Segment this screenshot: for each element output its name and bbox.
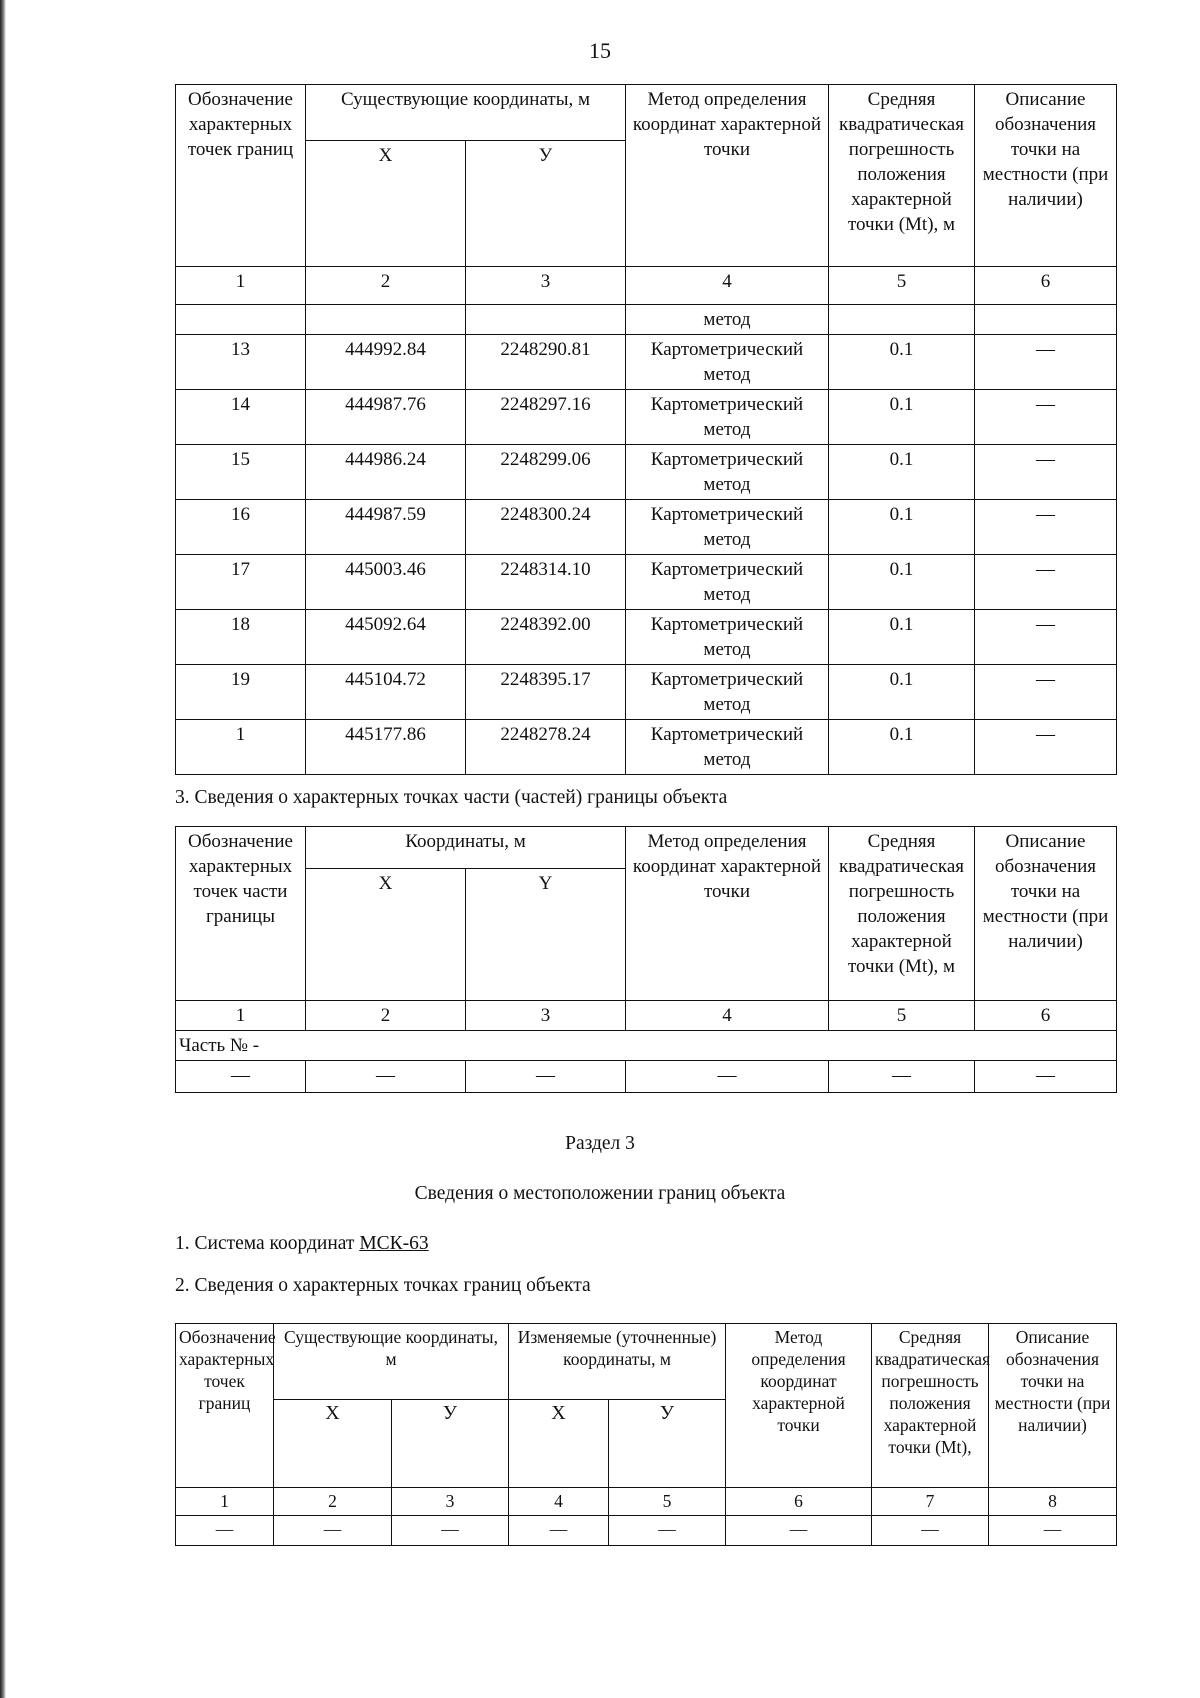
empty-cell: — <box>306 1061 466 1093</box>
continuation-cell <box>466 305 626 335</box>
section-subheading: Сведения о местоположении границ объекта <box>414 1183 786 1204</box>
header-coords: Координаты, м <box>306 827 626 869</box>
point-x: 444992.84 <box>306 335 466 390</box>
col-number-1: 1 <box>176 1488 274 1516</box>
point-x: 445092.64 <box>306 610 466 665</box>
table-row <box>176 335 1117 390</box>
empty-cell: — <box>392 1516 509 1546</box>
header-y-existing: У <box>392 1400 509 1488</box>
point-x: 444987.76 <box>306 390 466 445</box>
point-mt: 0.1 <box>829 500 975 555</box>
col-number-5: 5 <box>829 267 975 305</box>
coordinate-system-value: МСК-63 <box>359 1233 429 1254</box>
section-3-title: 3. Сведения о характерных точках части (частей) границы объекта <box>175 787 728 808</box>
col-number-3: 3 <box>466 1001 626 1031</box>
point-mt: 0.1 <box>829 720 975 775</box>
coordinate-system-label: 1. Система координат <box>175 1233 355 1254</box>
empty-cell: — <box>176 1061 306 1093</box>
point-x: 445177.86 <box>306 720 466 775</box>
col-number-5: 5 <box>609 1488 726 1516</box>
point-mt: 0.1 <box>829 555 975 610</box>
point-number: 1 <box>176 720 306 775</box>
header-y-changed: У <box>609 1400 726 1488</box>
header-method: Метод определения координат характерной точки <box>626 85 829 267</box>
header-designation: Обозначение характерных точек границ <box>176 85 306 267</box>
table-row <box>176 555 1117 610</box>
col-number-2: 2 <box>306 1001 466 1031</box>
header-designation: Обозначение характерных точек границ <box>176 1324 274 1488</box>
header-method: Метод определения координат характерной точки <box>626 827 829 1001</box>
header-existing-coords: Существующие координаты, м <box>274 1324 509 1400</box>
empty-cell: — <box>466 1061 626 1093</box>
header-x-changed: Х <box>509 1400 609 1488</box>
continuation-cell <box>306 305 466 335</box>
header-x: Х <box>306 869 466 1001</box>
empty-cell: — <box>829 1061 975 1093</box>
point-y: 2248297.16 <box>466 390 626 445</box>
point-description: — <box>975 665 1117 720</box>
point-x: 445104.72 <box>306 665 466 720</box>
col-number-2: 2 <box>306 267 466 305</box>
col-number-5: 5 <box>829 1001 975 1031</box>
point-method: Картометрический метод <box>626 720 829 775</box>
point-description: — <box>975 390 1117 445</box>
point-number: 16 <box>176 500 306 555</box>
col-number-6: 6 <box>975 267 1117 305</box>
section-heading: Раздел 3 <box>565 1133 635 1154</box>
header-description: Описание обозначения точки на местности (при наличии) <box>975 85 1117 267</box>
point-mt: 0.1 <box>829 445 975 500</box>
continuation-method: метод <box>626 305 829 335</box>
point-method: Картометрический метод <box>626 500 829 555</box>
empty-cell: — <box>872 1516 989 1546</box>
table-row <box>176 1061 1117 1093</box>
point-description: — <box>975 555 1117 610</box>
point-description: — <box>975 445 1117 500</box>
point-y: 2248300.24 <box>466 500 626 555</box>
empty-cell: — <box>726 1516 872 1546</box>
col-number-1: 1 <box>176 1001 306 1031</box>
header-existing-coords: Существующие координаты, м <box>306 85 626 141</box>
col-number-6: 6 <box>975 1001 1117 1031</box>
col-number-2: 2 <box>274 1488 392 1516</box>
col-number-6: 6 <box>726 1488 872 1516</box>
empty-cell: — <box>989 1516 1117 1546</box>
table-row <box>176 390 1117 445</box>
table-row <box>176 665 1117 720</box>
point-method: Картометрический метод <box>626 445 829 500</box>
point-y: 2248395.17 <box>466 665 626 720</box>
point-method: Картометрический метод <box>626 390 829 445</box>
continuation-cell <box>975 305 1117 335</box>
point-number: 15 <box>176 445 306 500</box>
header-y: Y <box>466 869 626 1001</box>
point-number: 18 <box>176 610 306 665</box>
part-label: Часть № - <box>176 1031 1117 1061</box>
table-row <box>176 720 1117 775</box>
point-method: Картометрический метод <box>626 555 829 610</box>
header-mean-error: Средняя квадратическая погрешность положения характерной точки (Mt), м <box>829 827 975 1001</box>
boundary-points-table <box>175 84 1117 775</box>
point-y: 2248290.81 <box>466 335 626 390</box>
header-changed-coords: Изменяемые (уточненные) координаты, м <box>509 1324 726 1400</box>
part-boundary-points-table <box>175 826 1117 1093</box>
col-number-3: 3 <box>392 1488 509 1516</box>
table-row <box>176 500 1117 555</box>
col-number-4: 4 <box>509 1488 609 1516</box>
point-y: 2248278.24 <box>466 720 626 775</box>
empty-cell: — <box>274 1516 392 1546</box>
continuation-cell <box>829 305 975 335</box>
header-x: Х <box>306 141 466 267</box>
col-number-1: 1 <box>176 267 306 305</box>
header-designation: Обозначение характерных точек части границы <box>176 827 306 1001</box>
header-x-existing: Х <box>274 1400 392 1488</box>
point-mt: 0.1 <box>829 610 975 665</box>
col-number-7: 7 <box>872 1488 989 1516</box>
scan-edge <box>0 0 6 1698</box>
col-number-4: 4 <box>626 267 829 305</box>
col-number-8: 8 <box>989 1488 1117 1516</box>
col-number-3: 3 <box>466 267 626 305</box>
table-row <box>176 1516 1117 1546</box>
coordinate-system-line <box>175 1233 429 1255</box>
point-y: 2248299.06 <box>466 445 626 500</box>
table-row <box>176 445 1117 500</box>
header-mean-error: Средняя квадратическая погрешность положения характерной точки (Mt), <box>872 1324 989 1488</box>
point-method: Картометрический метод <box>626 335 829 390</box>
empty-cell: — <box>975 1061 1117 1093</box>
point-number: 13 <box>176 335 306 390</box>
boundary-location-table <box>175 1323 1117 1546</box>
point-y: 2248314.10 <box>466 555 626 610</box>
empty-cell: — <box>176 1516 274 1546</box>
point-number: 19 <box>176 665 306 720</box>
point-description: — <box>975 500 1117 555</box>
header-y: У <box>466 141 626 267</box>
table-row <box>176 610 1117 665</box>
col-number-4: 4 <box>626 1001 829 1031</box>
continuation-cell <box>176 305 306 335</box>
point-description: — <box>975 610 1117 665</box>
point-number: 14 <box>176 390 306 445</box>
page-number: 15 <box>589 38 611 63</box>
empty-cell: — <box>609 1516 726 1546</box>
header-mean-error: Средняя квадратическая погрешность положения характерной точки (Mt), м <box>829 85 975 267</box>
point-x: 445003.46 <box>306 555 466 610</box>
point-method: Картометрический метод <box>626 610 829 665</box>
empty-cell: — <box>509 1516 609 1546</box>
header-description: Описание обозначения точки на местности (при наличии) <box>975 827 1117 1001</box>
points-section-title: 2. Сведения о характерных точках границ объекта <box>175 1275 591 1296</box>
point-description: — <box>975 335 1117 390</box>
empty-cell: — <box>626 1061 829 1093</box>
point-x: 444987.59 <box>306 500 466 555</box>
point-number: 17 <box>176 555 306 610</box>
point-x: 444986.24 <box>306 445 466 500</box>
point-description: — <box>975 720 1117 775</box>
point-mt: 0.1 <box>829 335 975 390</box>
header-method: Метод определения координат характерной точки <box>726 1324 872 1488</box>
point-y: 2248392.00 <box>466 610 626 665</box>
header-description: Описание обозначения точки на местности (при наличии) <box>989 1324 1117 1488</box>
point-mt: 0.1 <box>829 390 975 445</box>
point-method: Картометрический метод <box>626 665 829 720</box>
point-mt: 0.1 <box>829 665 975 720</box>
